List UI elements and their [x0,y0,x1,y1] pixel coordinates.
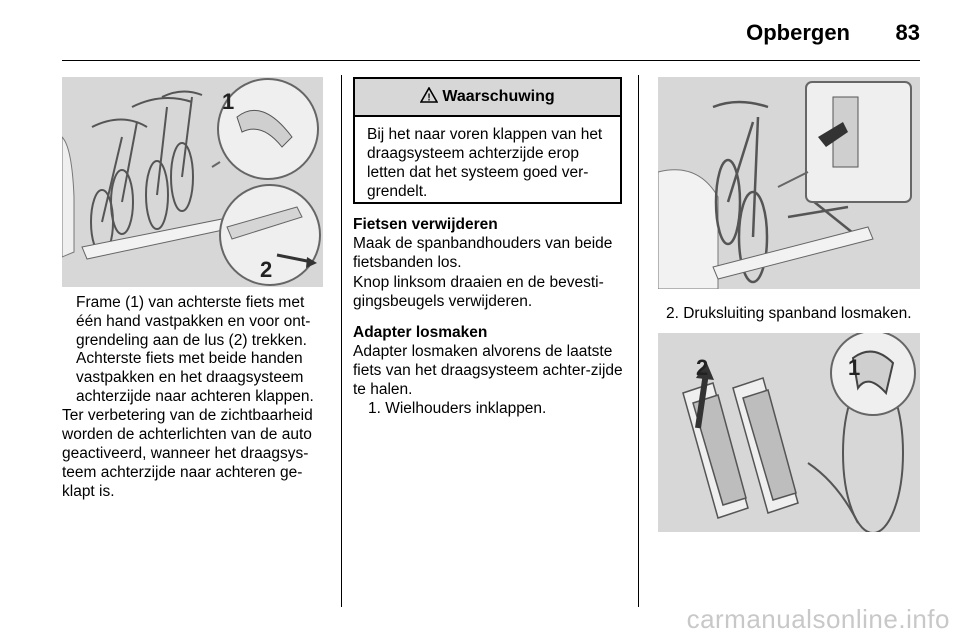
bike-rack-illustration [62,77,323,287]
warning-title: Waarschuwing [442,88,555,105]
page-header-title: Opbergen [746,20,850,45]
bike-on-rack-illustration [658,77,920,289]
column-divider-left [341,75,342,607]
page-number: 83 [895,20,920,45]
warning-triangle-icon [420,87,438,108]
column-divider-right [638,75,639,607]
warning-box [353,77,622,204]
paragraph-adapter: Adapter losmaken alvorens de laatste fiets van het draagsysteem achter-zijde te halen. [353,343,623,398]
heading-adapter: Adapter losmaken [353,324,488,341]
heading-remove-bikes: Fietsen verwijderen [353,216,498,233]
figure3-callout-1: 1 [848,355,861,380]
paragraph-knob: Knop linksom draaien en de bevesti-gingsbeugels verwijderen. [353,274,604,310]
figure1-callout-1: 1 [222,89,235,114]
warning-body: Bij het naar voren klappen van het draagsysteem achterzijde erop letten dat het systeem goed ver-grendelt. [367,126,603,200]
figure3-callout-2: 2 [696,355,709,380]
paragraph-strap-holders: Maak de spanbandhouders van beide fietsbanden los. [353,235,613,271]
step-wheel-holders: 1. Wielhouders inklappen. [368,400,547,417]
step-frame-release: Frame (1) van achterste fiets met één hand vastpakken en voor ont-grendeling aan de lus (2) trekken. [76,294,311,349]
watermark: carmanualsonline.info [686,604,950,634]
step-fold-back: Achterste fiets met beide handen vastpakken en het draagsysteem achterzijde naar achteren klappen. [76,350,314,405]
step-release-buckle: 2. Druksluiting spanband losmaken. [666,305,912,322]
warning-header [355,79,620,117]
figure1-callout-2: 2 [260,257,273,282]
svg-text:!: ! [427,92,432,103]
adapter-illustration [658,333,920,532]
header-rule [62,60,920,61]
paragraph-visibility: Ter verbetering van de zichtbaarheid worden de achterlichten van de auto geactiveerd, wanneer het draagsys-teem achterzijde naar achteren ge-klapt is. [62,407,313,500]
